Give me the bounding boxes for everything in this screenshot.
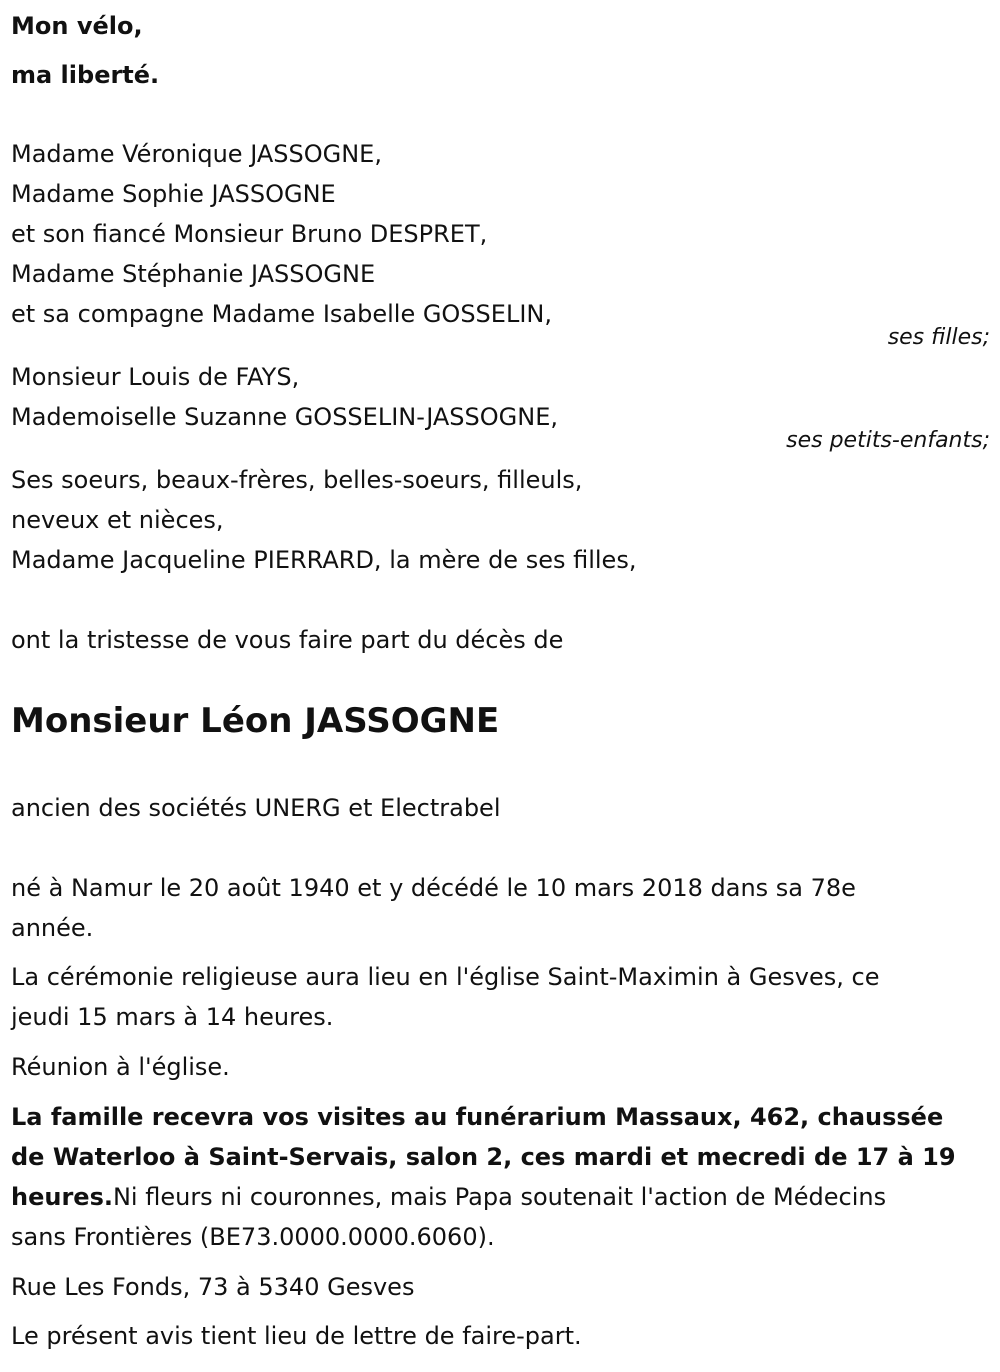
daughter-line-1: Madame Véronique JASSOGNE, [11,140,382,168]
daughter-line-2: Madame Sophie JASSOGNE [11,180,336,208]
ceremony-line-1: La cérémonie religieuse aura lieu en l'église Saint-Maximin à Gesves, ce [11,963,880,991]
daughter-line-3: et son fiancé Monsieur Bruno DESPRET, [11,220,488,248]
meeting: Réunion à l'église. [11,1053,230,1081]
family-line-3: Madame Jacqueline PIERRARD, la mère de ses filles, [11,546,637,574]
flowers-line-2: sans Frontières (BE73.0000.0000.6060). [11,1223,495,1251]
flowers-line-1: Ni fleurs ni couronnes, mais Papa soutenait l'action de Médecins [112,1183,887,1211]
occupation: ancien des sociétés UNERG et Electrabel [11,794,501,822]
visits-line-2: de Waterloo à Saint-Servais, salon 2, ces mardi et mecredi de 17 à 19 [11,1143,956,1171]
visits-line-3: heures. [11,1183,113,1211]
daughter-line-5: et sa compagne Madame Isabelle GOSSELIN, [11,300,552,328]
ceremony-line-2: jeudi 15 mars à 14 heures. [11,1003,334,1031]
visits-flowers-line [11,1177,886,1217]
birth-death-line-1: né à Namur le 20 août 1940 et y décédé le 10 mars 2018 dans sa 78e [11,874,856,902]
family-line-1: Ses soeurs, beaux-frères, belles-soeurs, filleuls, [11,466,583,494]
address: Rue Les Fonds, 73 à 5340 Gesves [11,1273,415,1301]
closing-note: Le présent avis tient lieu de lettre de faire-part. [11,1322,582,1350]
grandchildren-label: ses petits-enfants; [786,428,990,453]
motto-line-2: ma liberté. [11,61,160,89]
daughters-label: ses filles; [887,325,990,350]
deceased-name: Monsieur Léon JASSOGNE [11,701,500,741]
grandchild-line-1: Monsieur Louis de FAYS, [11,363,300,391]
announcement: ont la tristesse de vous faire part du décès de [11,626,564,654]
daughter-line-4: Madame Stéphanie JASSOGNE [11,260,376,288]
visits-line-1: La famille recevra vos visites au funérarium Massaux, 462, chaussée [11,1103,944,1131]
family-line-2: neveux et nièces, [11,506,224,534]
motto-line-1: Mon vélo, [11,12,143,40]
birth-death-line-2: année. [11,914,94,942]
grandchild-line-2: Mademoiselle Suzanne GOSSELIN-JASSOGNE, [11,403,559,431]
